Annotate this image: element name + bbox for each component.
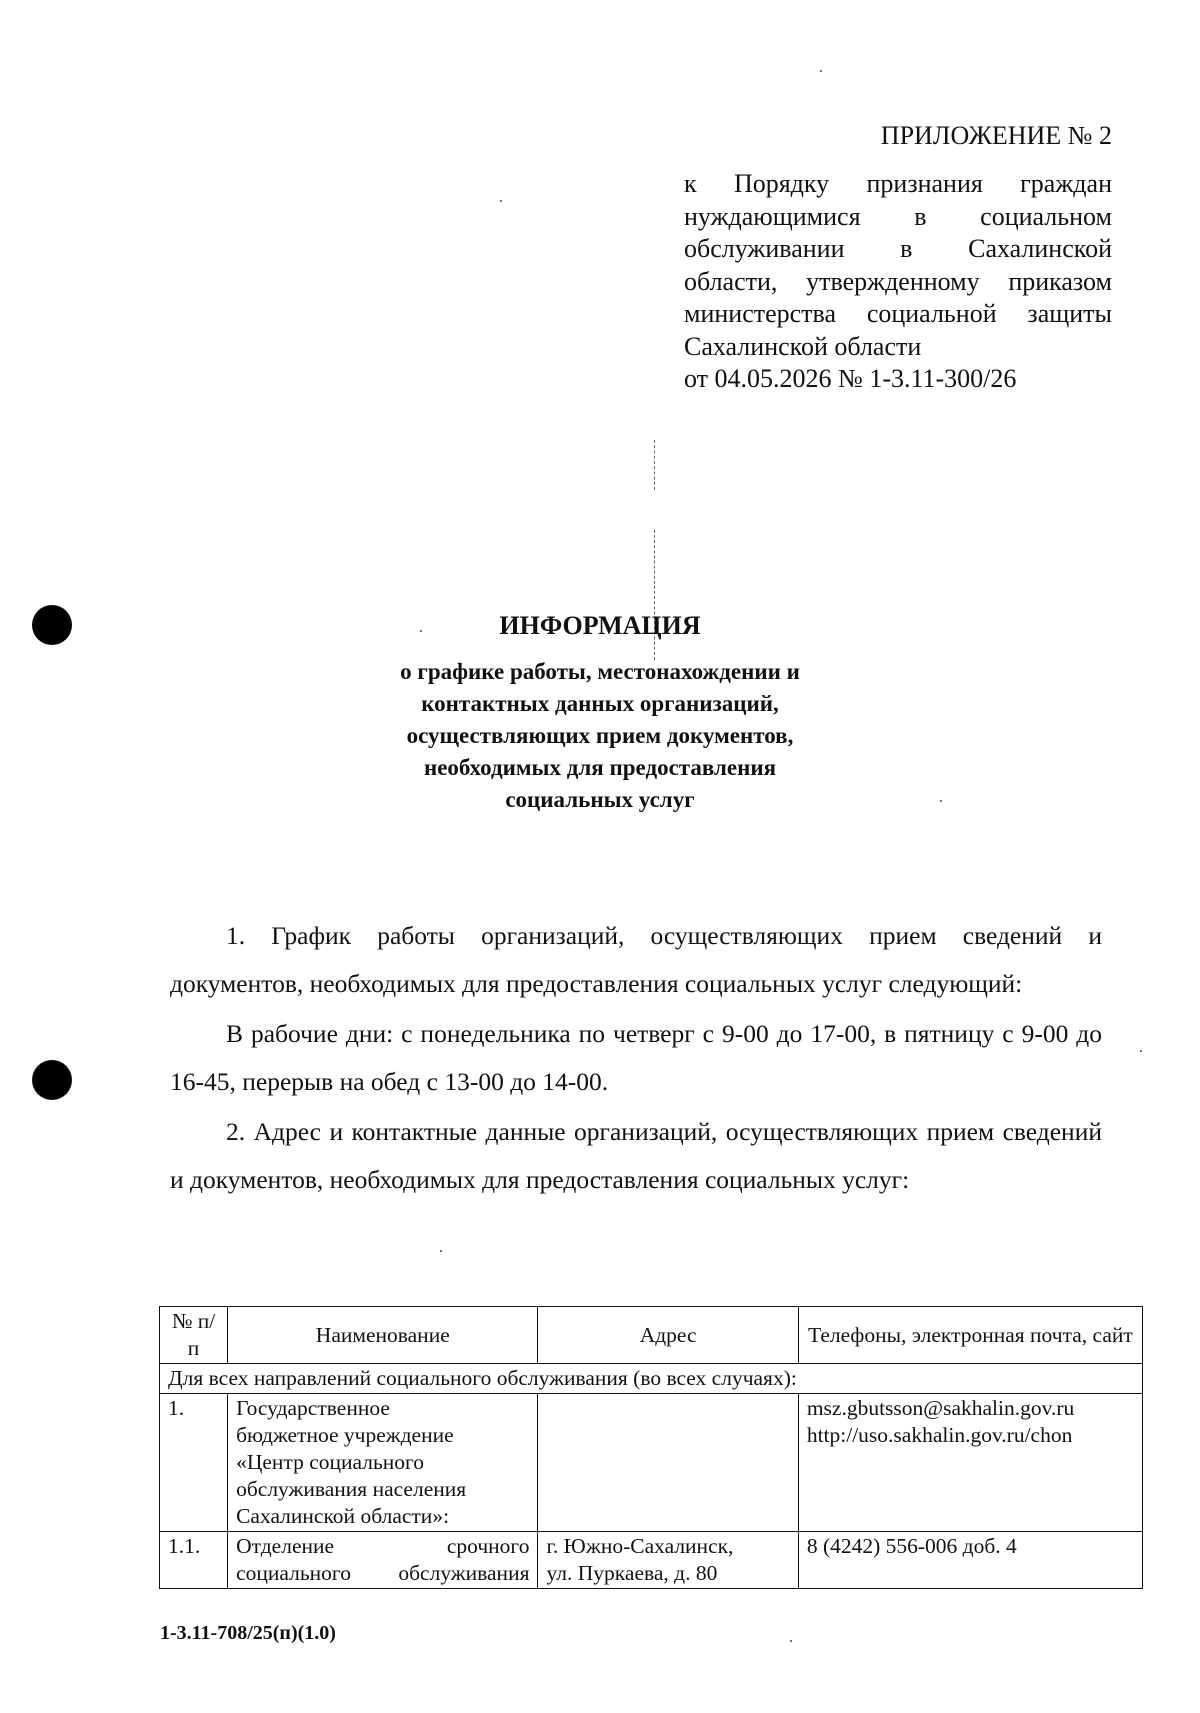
row-email-link[interactable]: msz.gbutsson@sakhalin.gov.ru: [806, 1396, 1075, 1420]
row-num: 1.: [160, 1394, 228, 1532]
scan-speck: [1140, 1050, 1142, 1052]
row-website-link[interactable]: http://uso.sakhalin.gov.ru/chon: [806, 1423, 1073, 1447]
header-address: Адрес: [538, 1307, 798, 1364]
punch-hole: [32, 605, 72, 645]
appendix-line: обслуживании в Сахалинской: [684, 234, 1112, 263]
row-address-line: ул. Пуркаева, д. 80: [546, 1561, 718, 1585]
row-contacts: [798, 1394, 1142, 1532]
scan-speck: [440, 1250, 442, 1252]
table-row: [160, 1394, 1143, 1532]
paragraph-working-hours: В рабочие дни: с понедельника по четверг с 9-00 до 17-00, в пятницу с 9-00 до 16-45, перерыв на обед с 13-00 до 14-00.: [170, 1019, 1102, 1096]
row-num: 1.1.: [160, 1532, 228, 1589]
row-phone: 8 (4242) 556-006 доб. 4: [806, 1534, 1017, 1558]
appendix-line: Сахалинской области: [684, 331, 922, 361]
header-name: Наименование: [228, 1307, 538, 1364]
appendix-line: области, утвержденному приказом: [684, 266, 1112, 296]
heading-subtitle-line: необходимых для предоставления: [423, 755, 777, 780]
organizations-table: [159, 1306, 1143, 1589]
scan-speck: [500, 200, 502, 202]
appendix-line: нуждающимися в социальном: [684, 201, 1112, 231]
punch-hole: [32, 1060, 72, 1100]
row-name-line: Сахалинской области»:: [236, 1504, 450, 1528]
heading-subtitle-line: о графике работы, местонахождении и: [400, 659, 800, 684]
section-title: Для всех направлений социального обслуживания (во всех случаях):: [160, 1364, 1143, 1394]
heading-title: ИНФОРМАЦИЯ: [499, 611, 701, 640]
row-name-line: Отделение срочного: [236, 1534, 530, 1558]
heading-subtitle-line: социальных услуг: [505, 787, 695, 812]
scan-speck: [820, 70, 822, 72]
appendix-line: министерства социальной защиты: [684, 299, 1112, 328]
header-contacts: Телефоны, электронная почта, сайт: [798, 1307, 1142, 1364]
row-address-line: г. Южно-Сахалинск,: [546, 1534, 734, 1558]
heading-subtitle-line: осуществляющих прием документов,: [406, 723, 794, 748]
row-address: [538, 1532, 798, 1589]
row-address: [538, 1394, 798, 1532]
row-name-line: обслуживания населения: [236, 1477, 467, 1501]
scan-speck: [940, 800, 942, 802]
row-name: [228, 1532, 538, 1589]
header-num: № п/п: [160, 1307, 228, 1364]
row-name-line: социального обслуживания: [236, 1561, 530, 1585]
scan-speck: [790, 1640, 792, 1642]
paragraph-work-schedule: 1. График работы организаций, осуществляющих прием сведений и документов, необходимых для предоставления социальных услуг следующий:: [170, 921, 1102, 998]
appendix-line: к Порядку признания граждан: [684, 169, 1112, 198]
row-name-line: «Центр социального: [236, 1450, 425, 1474]
row-name-line: Государственное: [236, 1396, 390, 1420]
appendix-order-ref: от 04.05.2026 № 1-3.11-300/26: [684, 364, 1017, 393]
table-row: [160, 1532, 1143, 1589]
scan-artifact-line: [654, 440, 655, 490]
document-heading: [300, 610, 900, 816]
appendix-text: [684, 168, 1112, 396]
appendix-title: ПРИЛОЖЕНИЕ № 2: [880, 121, 1112, 150]
heading-subtitle-line: контактных данных организаций,: [421, 691, 779, 716]
row-name-line: бюджетное учреждение: [236, 1423, 454, 1447]
row-contacts: [798, 1532, 1142, 1589]
paragraph-address-intro: 2. Адрес и контактные данные организаций, осуществляющих прием сведений и документов, необходимых для предоставления социальных услуг:: [170, 1117, 1102, 1194]
table-header-row: [160, 1307, 1143, 1364]
document-code: 1-3.11-708/25(п)(1.0): [160, 1622, 336, 1644]
body-text: [170, 912, 1102, 1204]
table-section-row: [160, 1364, 1143, 1394]
row-name: [228, 1394, 538, 1532]
